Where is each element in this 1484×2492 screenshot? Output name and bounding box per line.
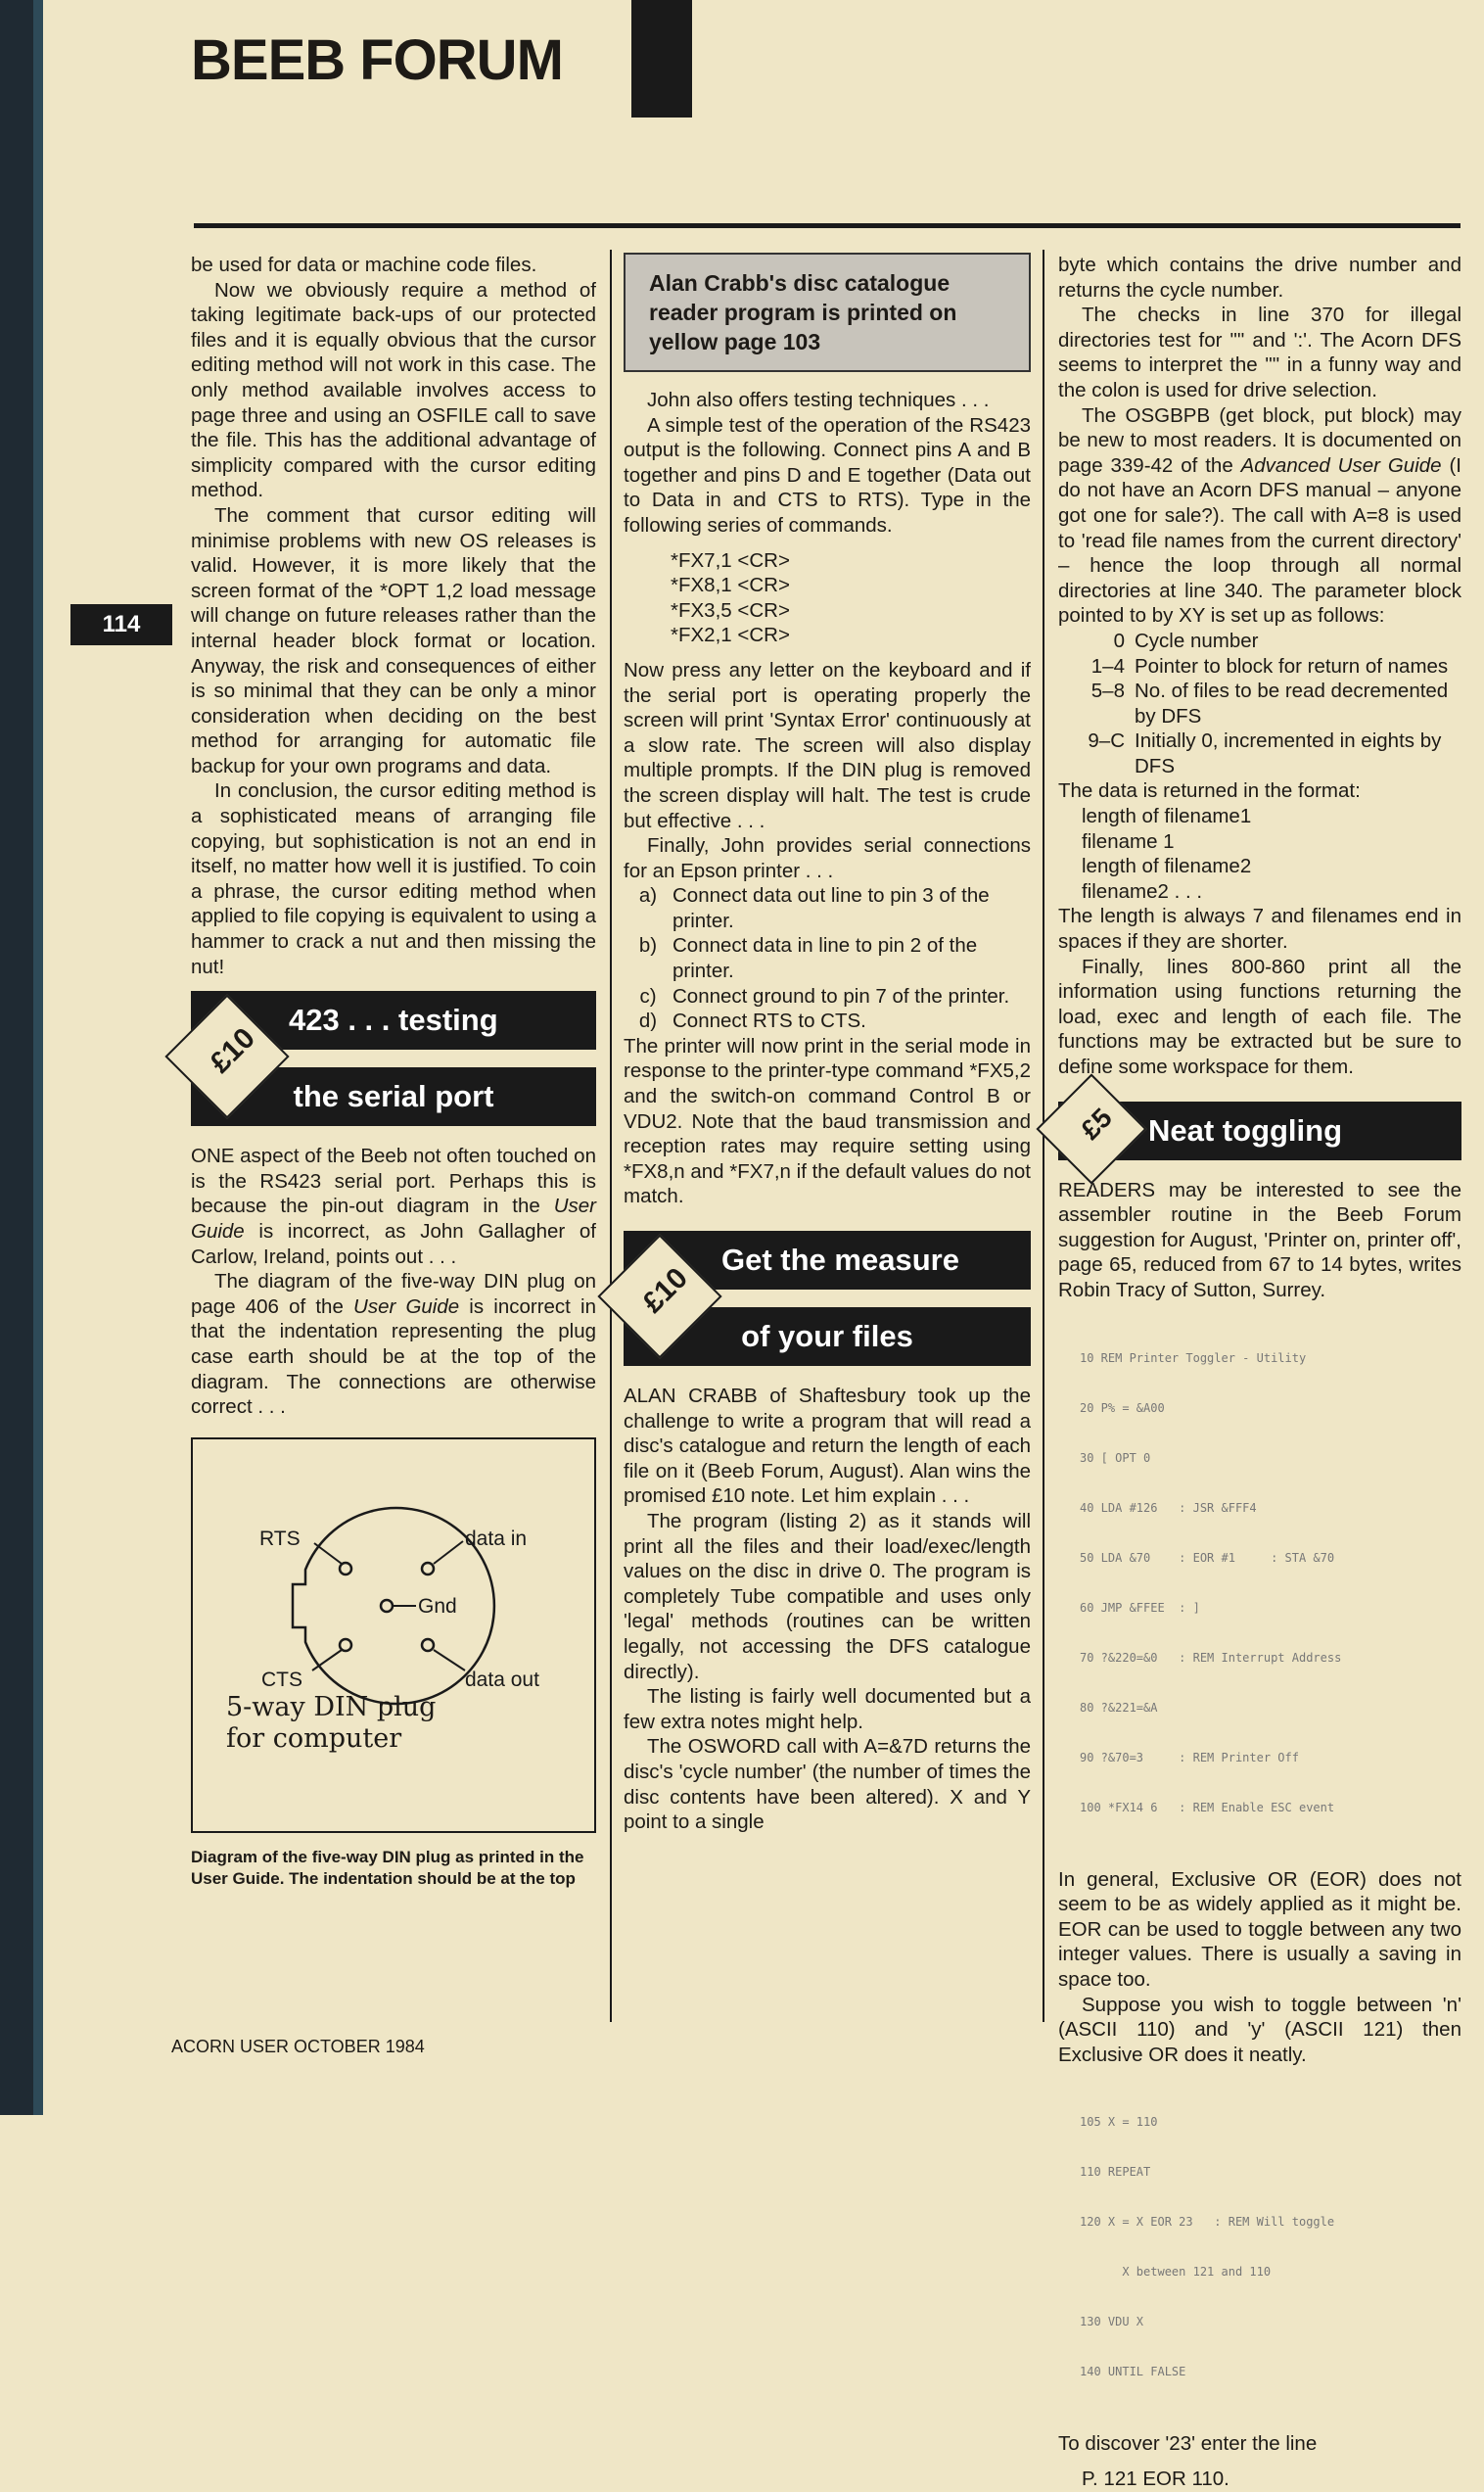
code-line: 100 *FX14 6 : REM Enable ESC event (1080, 1800, 1335, 1814)
din-plug-diagram (191, 1437, 596, 1833)
article-header-measure (624, 1231, 1031, 1366)
code-line: 50 LDA &70 : EOR #1 : STA &70 (1080, 1550, 1335, 1565)
cts-label: CTS (261, 1668, 302, 1691)
code-line: 40 LDA #126 : JSR &FFF4 (1080, 1500, 1257, 1515)
paragraph: The diagram of the five-way DIN plug on page 406 of the User Guide is incorrect in that the indentation representing the plug case earth should be at the top of the diagram. The connections are otherwise correct . . . (191, 1270, 596, 1419)
table-row: 0 Cycle number (1113, 629, 1259, 652)
paragraph: The length is always 7 and filenames end in spaces if they are shorter. (1058, 905, 1461, 954)
prize-amount: £10 (636, 1261, 694, 1320)
article-header-serial (191, 991, 596, 1126)
headline-line-1: 423 . . . testing (191, 991, 596, 1050)
paragraph: The OSGBPB (get block, put block) may be new to most readers. It is documented on page 339-42 of the Advanced User Guide (I do not have an Acorn DFS manual – anyone got one for sale?). The call with A=8 is used to 'read file names from the current directory' – hence the loop through all normal directories at line 340. The parameter block pointed to by XY is set up as follows: (1058, 403, 1461, 628)
code-line: 90 ?&70=3 : REM Printer Off (1080, 1750, 1299, 1764)
prize-amount: £5 (1074, 1102, 1118, 1146)
leader-line (312, 1650, 342, 1670)
table-row: 5–8 No. of files to be read decremented by DFS (1090, 680, 1449, 728)
code-listing (1080, 1317, 1461, 1850)
title-block (631, 0, 692, 118)
headline-line-2: the serial port (191, 1067, 596, 1126)
figure-caption: 5-way DIN plug for computer (226, 1691, 437, 1754)
code-line: 30 [ OPT 0 (1080, 1450, 1151, 1465)
code-line: 105 X = 110 (1080, 2115, 1158, 2130)
paragraph: Now press any letter on the keyboard and if the serial port is operating properly the screen will print 'Syntax Error' continuously at a slow rate. The screen will also display multiple prompts. If the DIN plug is removed the screen display will halt. The test is crude but effective . . . (624, 658, 1031, 832)
code-line: 80 ?&221=&A (1080, 1700, 1158, 1715)
paragraph: P. 121 EOR 110. (1082, 2467, 1229, 2490)
parameter-block-table (1058, 629, 1461, 779)
code-line: 60 JMP &FFEE : ] (1080, 1600, 1200, 1615)
format-list (1058, 804, 1461, 904)
command: *FX2,1 <CR> (671, 624, 790, 647)
paragraph: A simple test of the operation of the RS423 output is the following. Connect pins A and B together and pins D and E together (Data out to Data in and CTS to RTS). Type in the following series of commands. (624, 413, 1031, 537)
pin (381, 1600, 393, 1612)
pin (422, 1639, 434, 1651)
paragraph: The comment that cursor editing will minimise problems with new OS releases is valid. However, it is more likely that the screen format of the *OPT 1,2 load message will change on future releases rather than the internal header block format or location. Anyway, the risk and consequences of either is so minimal that they can be only a minor consideration when deciding on the best method for arranging for automatic file backup for your own programs and data. (191, 503, 596, 777)
column-rule (610, 250, 612, 2022)
paragraph: Now we obviously require a method of taking legitimate back-ups of our protected files and it is equally obvious that the cursor editing method will not work in this case. The only method available involves access to page three and using an OSFILE call to save the file. This has the additional advantage of simplicity compared with the cursor editing method. (191, 278, 596, 502)
paragraph: Finally, John provides serial connections for an Epson printer . . . (624, 834, 1031, 882)
paragraph: The checks in line 370 for illegal directories test for '"' and ':'. The Acorn DFS seems to interpret the '"' in a funny way and the colon is used for drive selection. (1058, 304, 1461, 401)
paragraph: The data is returned in the format: (1058, 779, 1361, 803)
paragraph: ALAN CRABB of Shaftesbury took up the challenge to write a program that will read a disc's catalogue and return the length of each file on it (Beeb Forum, August). Alan wins the promised £10 note. Let him explain . . . (624, 1385, 1031, 1508)
code-line: 130 VDU X (1080, 2315, 1144, 2329)
connection-list (624, 883, 1031, 1034)
code-line: 140 UNTIL FALSE (1080, 2365, 1186, 2379)
leader-line (434, 1650, 465, 1670)
paragraph: In general, Exclusive OR (EOR) does not seem to be as widely applied as it might be. EOR can be used to toggle between any two integer values. There is usually a saving in space too. (1058, 1867, 1461, 1991)
page-spine-edge (33, 0, 43, 2115)
format-item: filename2 . . . (1082, 879, 1203, 903)
paragraph: byte which contains the drive number and returns the cycle number. (1058, 254, 1461, 302)
paragraph: The OSWORD call with A=&7D returns the disc's 'cycle number' (the number of times the disc contents have been altered). X and Y point to a single (624, 1735, 1031, 1834)
din-plug-drawing (193, 1439, 594, 1827)
data-in-label: data in (465, 1527, 528, 1550)
top-rule (194, 223, 1461, 228)
article-header-toggling (1058, 1102, 1461, 1160)
command-list (671, 548, 1031, 648)
page-spine (0, 0, 33, 2115)
headline: Neat toggling (1058, 1102, 1461, 1160)
footer: ACORN USER OCTOBER 1984 (171, 2037, 425, 2056)
list-item: b) Connect data in line to pin 2 of the printer. (638, 934, 978, 983)
paragraph: To discover '23' enter the line (1058, 2432, 1318, 2456)
diagram-caption: Diagram of the five-way DIN plug as printed in the User Guide. The indentation should be at the top (191, 1847, 584, 1888)
code-line: 70 ?&220=&0 : REM Interrupt Address (1080, 1650, 1342, 1665)
column-3 (1058, 253, 1461, 2492)
headline-line-2: of your files (624, 1307, 1031, 1366)
format-item: length of filename2 (1082, 855, 1252, 878)
format-item: length of filename1 (1082, 805, 1252, 828)
command: *FX8,1 <CR> (671, 574, 790, 597)
page-number: 114 (70, 604, 172, 645)
paragraph: John also offers testing techniques . . . (647, 389, 990, 411)
prize-amount: £10 (204, 1021, 261, 1080)
paragraph: The printer will now print in the serial mode in response to the printer-type command *FX5,2 and the switch-on command Control B or VDU2. Note that the baud transmission and reception rates may require setting using *FX8,n and *FX7,n if the default values do not match. (624, 1034, 1031, 1208)
list-item: d) Connect RTS to CTS. (638, 1010, 866, 1033)
table-row: 9–C Initially 0, incremented in eights by DFS (1088, 729, 1442, 777)
data-out-label: data out (465, 1668, 539, 1691)
paragraph: Finally, lines 800-860 print all the information using functions returning the load, exec and length of each file. The functions may be extracted but be sure to define some workspace for them. (1058, 955, 1461, 1078)
prize-badge (1036, 1073, 1146, 1184)
rts-label: RTS (259, 1527, 301, 1550)
paragraph: READERS may be interested to see the assembler routine in the Beeb Forum suggestion for August, 'Printer on, printer off', page 65, reduced from 67 to 14 bytes, writes Robin Tracy of Sutton, Surrey. (1058, 1178, 1461, 1301)
headline-line-1: Get the measure (624, 1231, 1031, 1290)
pin (340, 1563, 351, 1575)
command: *FX3,5 <CR> (671, 598, 790, 622)
boxout: Alan Crabb's disc catalogue reader program is printed on yellow page 103 (624, 253, 1031, 372)
gnd-label: Gnd (418, 1594, 457, 1618)
paragraph: The listing is fairly well documented but a few extra notes might help. (624, 1685, 1031, 1733)
leader-line (434, 1541, 463, 1564)
column-2 (624, 253, 1031, 1835)
code-line: 120 X = X EOR 23 : REM Will toggle (1080, 2215, 1335, 2230)
list-item: c) Connect ground to pin 7 of the printer. (639, 984, 1010, 1008)
paragraph: In conclusion, the cursor editing method is a sophisticated means of arranging file copying, but sophistication is not an end in itself, no matter how well it is justified. To coin a phrase, the cursor editing method when applied to file copying is equivalent to using a hammer to crack a nut and then missing the nut! (191, 779, 596, 978)
code-line: 110 REPEAT (1080, 2165, 1151, 2180)
format-item: filename 1 (1082, 829, 1175, 853)
code-line: X between 121 and 110 (1080, 2265, 1272, 2280)
list-item: a) Connect data out line to pin 3 of the printer. (638, 884, 990, 932)
leader-line (314, 1543, 342, 1564)
paragraph: The program (listing 2) as it stands will print all the files and their load/exec/length values on the disc in drive 0. The program is completely Tube compatible and uses only 'legal' methods (routines can be written legally, not accessing the DFS catalogue directly). (624, 1509, 1031, 1683)
table-row: 1–4 Pointer to block for return of names (1090, 654, 1449, 678)
paragraph: be used for data or machine code files. (191, 254, 537, 276)
paragraph: ONE aspect of the Beeb not often touched on is the RS423 serial port. Perhaps this is because the pin-out diagram in the User Guide is incorrect, as John Gallagher of Carlow, Ireland, points out . . . (191, 1145, 596, 1268)
column-1 (191, 253, 596, 1890)
code-line: 10 REM Printer Toggler - Utility (1080, 1350, 1307, 1365)
command: *FX7,1 <CR> (671, 548, 790, 572)
paragraph: Suppose you wish to toggle between 'n' (ASCII 110) and 'y' (ASCII 121) then Exclusive OR does it neatly. (1058, 1993, 1461, 2066)
code-line: 20 P% = &A00 (1080, 1400, 1165, 1415)
pin (422, 1563, 434, 1575)
pin (340, 1639, 351, 1651)
section-title: BEEB FORUM (191, 28, 563, 92)
code-listing (1080, 2081, 1461, 2414)
